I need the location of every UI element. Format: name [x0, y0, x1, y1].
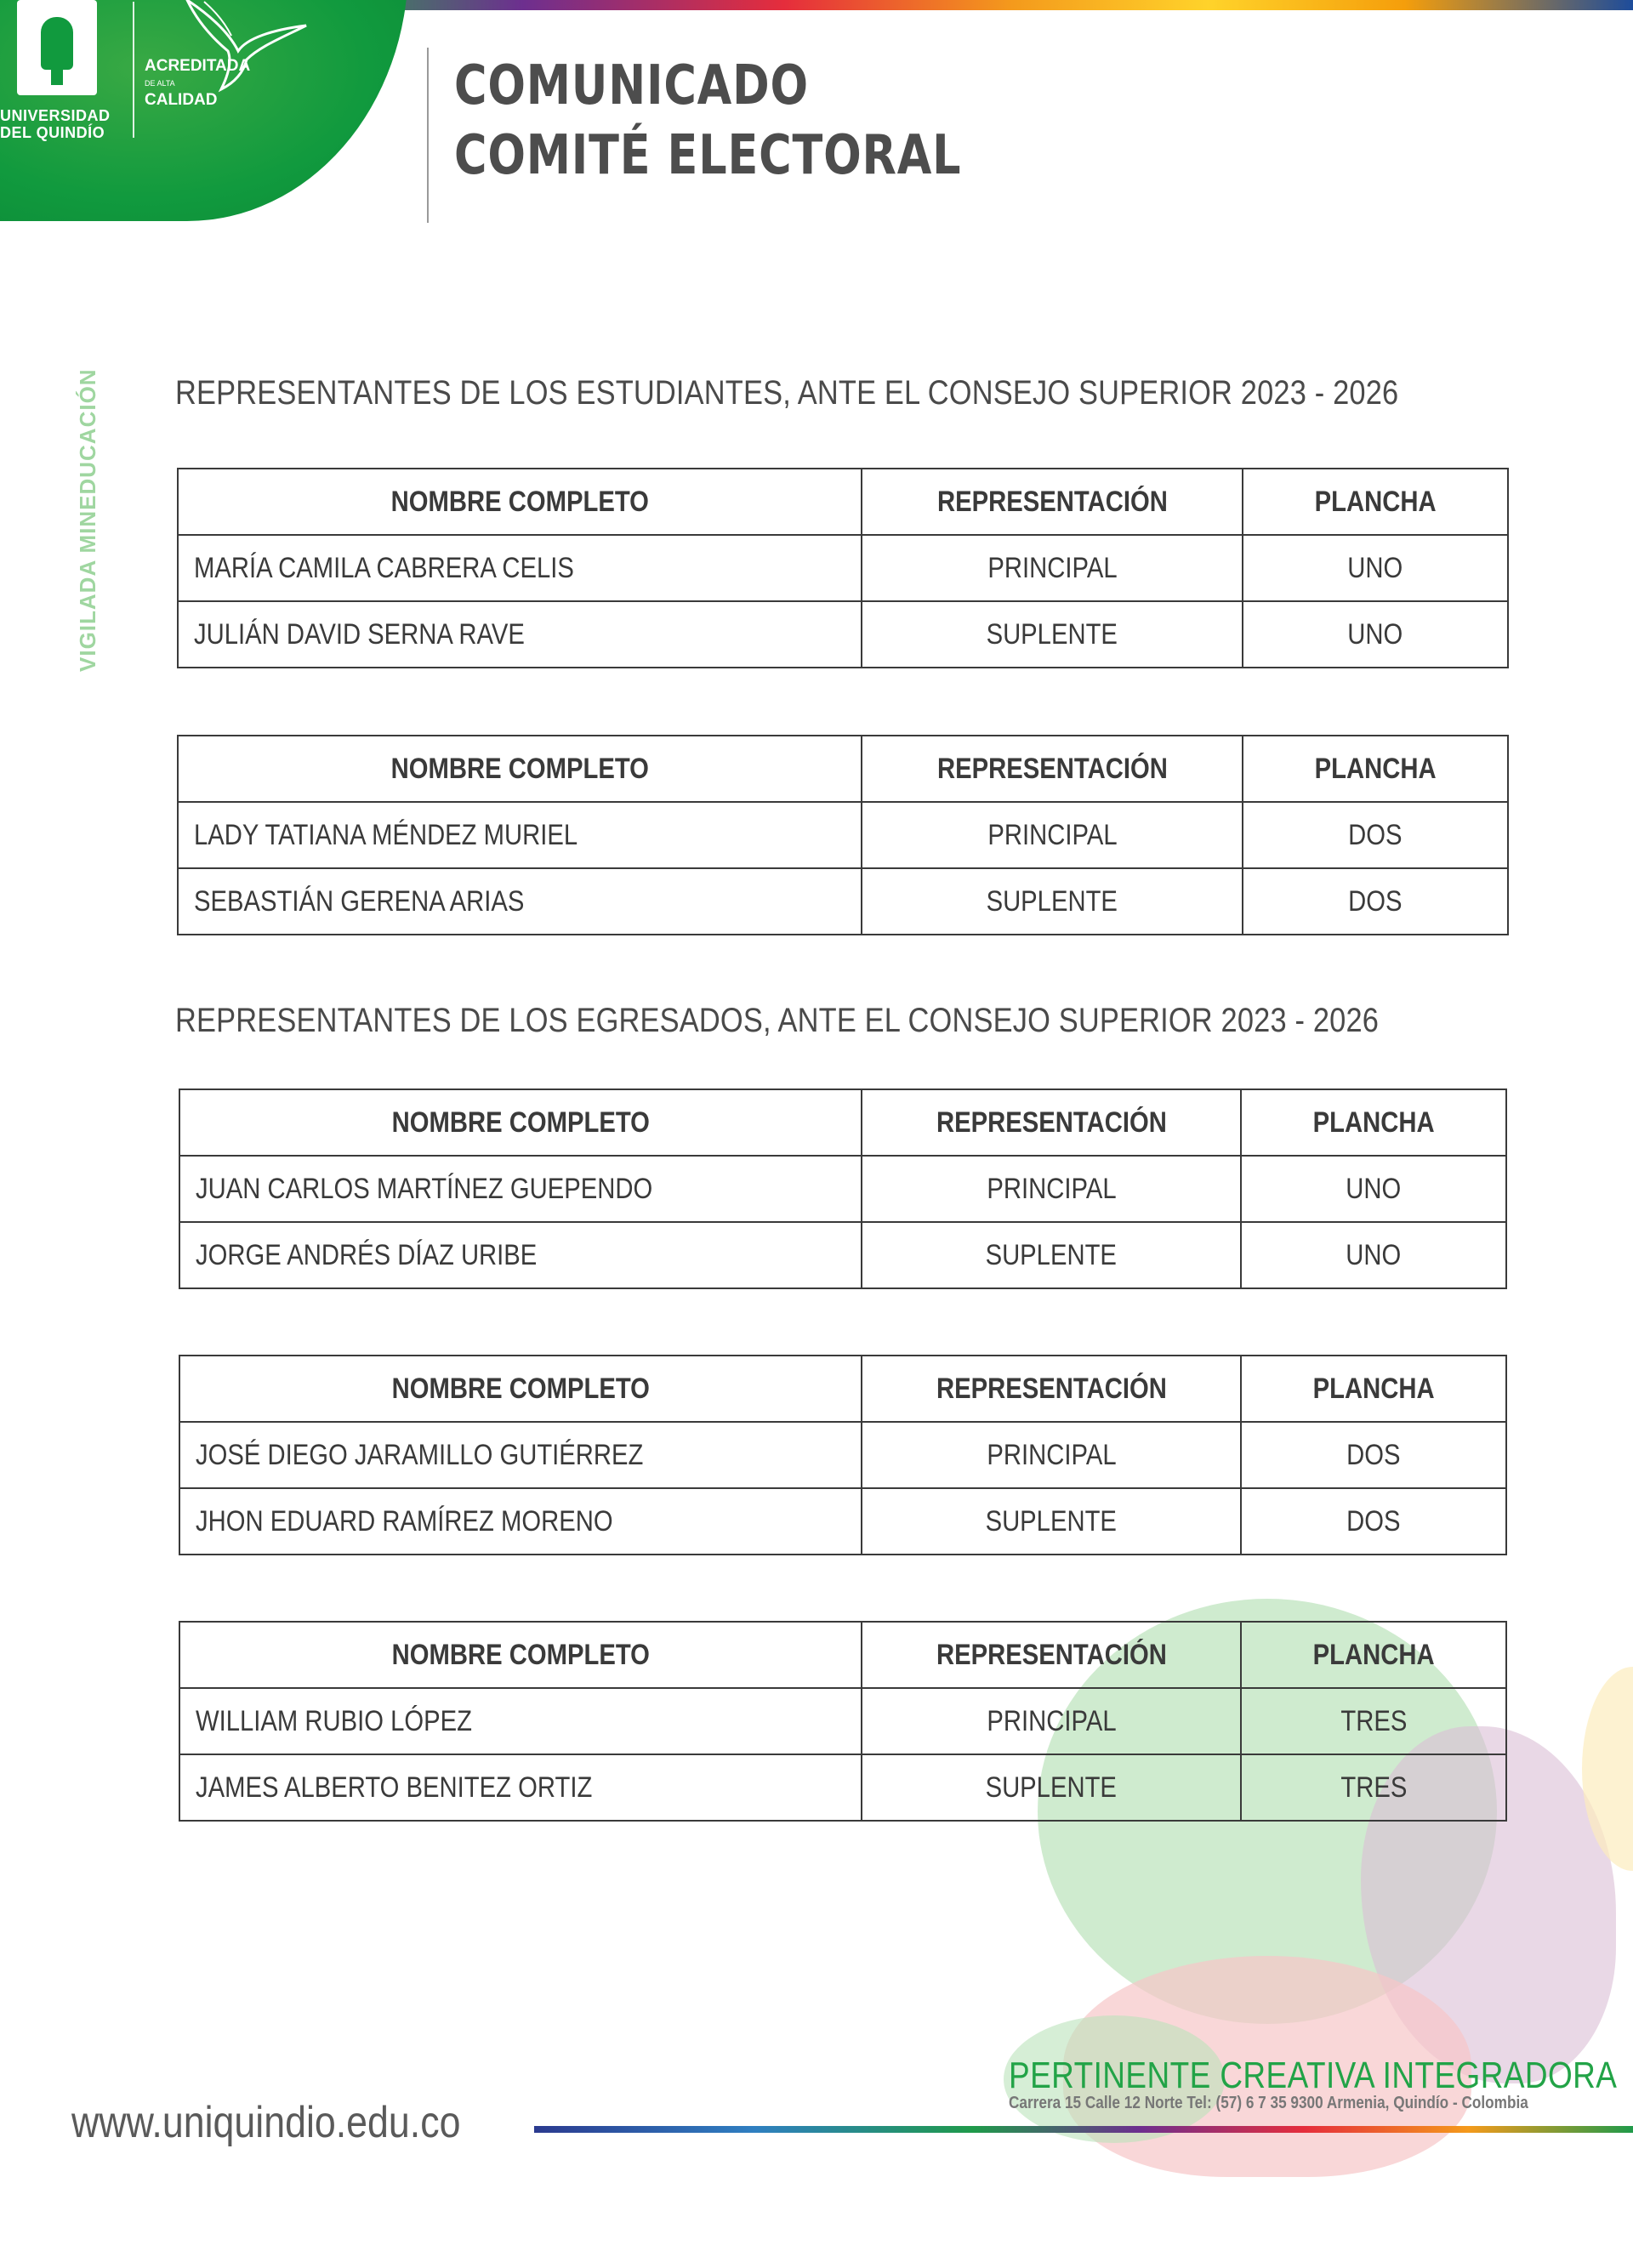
website-link[interactable]: www.uniquindio.edu.co	[71, 2098, 461, 2147]
results-table	[179, 1089, 1507, 1289]
university-name: UNIVERSIDAD DEL QUINDÍO	[0, 107, 111, 141]
column-header-representation: REPRESENTACIÓN	[862, 469, 1243, 535]
cell-name: WILLIAM RUBIO LÓPEZ	[179, 1688, 862, 1754]
table-row	[179, 1156, 1506, 1222]
cell-name: JORGE ANDRÉS DÍAZ URIBE	[179, 1222, 862, 1288]
column-header-plancha: PLANCHA	[1243, 736, 1508, 802]
cell-representation: PRINCIPAL	[862, 802, 1243, 868]
results-table	[179, 1355, 1507, 1555]
cell-name: JHON EDUARD RAMÍREZ MORENO	[179, 1488, 862, 1555]
cell-plancha: UNO	[1241, 1222, 1506, 1288]
table-header-row	[178, 736, 1508, 802]
contact-address: Carrera 15 Calle 12 Norte Tel: (57) 6 7 35 9300 Armenia, Quindío - Colombia	[1009, 2094, 1528, 2112]
cell-name: JOSÉ DIEGO JARAMILLO GUTIÉRREZ	[179, 1422, 862, 1488]
cell-representation: SUPLENTE	[862, 1488, 1241, 1555]
section-title-egresados: REPRESENTANTES DE LOS EGRESADOS, ANTE EL CONSEJO SUPERIOR 2023 - 2026	[175, 1002, 1380, 1039]
vigilada-label: VIGILADA MINEDUCACIÓN	[75, 368, 100, 672]
column-header-representation: REPRESENTACIÓN	[862, 1622, 1241, 1688]
cell-representation: PRINCIPAL	[862, 1422, 1241, 1488]
column-header-representation: REPRESENTACIÓN	[862, 1089, 1241, 1156]
cell-name: MARÍA CAMILA CABRERA CELIS	[178, 535, 862, 601]
column-header-name: NOMBRE COMPLETO	[178, 469, 862, 535]
table-row	[179, 1488, 1506, 1555]
cell-representation: SUPLENTE	[862, 1754, 1241, 1821]
table-row	[178, 535, 1508, 601]
column-header-plancha: PLANCHA	[1241, 1089, 1506, 1156]
column-header-representation: REPRESENTACIÓN	[862, 1356, 1241, 1422]
cell-plancha: UNO	[1243, 601, 1508, 668]
cell-plancha: DOS	[1241, 1422, 1506, 1488]
column-header-plancha: PLANCHA	[1241, 1356, 1506, 1422]
table-row	[179, 1422, 1506, 1488]
table-header-row	[179, 1089, 1506, 1156]
column-header-name: NOMBRE COMPLETO	[179, 1622, 862, 1688]
table-row	[179, 1688, 1506, 1754]
table-row	[178, 601, 1508, 668]
table-header-row	[179, 1356, 1506, 1422]
cell-representation: SUPLENTE	[862, 1222, 1241, 1288]
cell-name: JUAN CARLOS MARTÍNEZ GUEPENDO	[179, 1156, 862, 1222]
university-motto: PERTINENTE CREATIVA INTEGRADORA	[1009, 2055, 1618, 2096]
column-header-plancha: PLANCHA	[1241, 1622, 1506, 1688]
table-row	[179, 1754, 1506, 1821]
cell-name: JAMES ALBERTO BENITEZ ORTIZ	[179, 1754, 862, 1821]
cell-plancha: TRES	[1241, 1754, 1506, 1821]
cell-representation: PRINCIPAL	[862, 535, 1243, 601]
cell-plancha: UNO	[1241, 1156, 1506, 1222]
cell-representation: PRINCIPAL	[862, 1156, 1241, 1222]
results-table	[179, 1621, 1507, 1822]
results-table	[177, 735, 1509, 935]
table-row	[179, 1222, 1506, 1288]
column-header-representation: REPRESENTACIÓN	[862, 736, 1243, 802]
page-title: COMUNICADO COMITÉ ELECTORAL	[454, 54, 962, 187]
logo-divider	[133, 2, 134, 138]
section-title-estudiantes: REPRESENTANTES DE LOS ESTUDIANTES, ANTE EL CONSEJO SUPERIOR 2023 - 2026	[175, 374, 1399, 412]
column-header-name: NOMBRE COMPLETO	[179, 1089, 862, 1156]
table-row	[178, 868, 1508, 935]
cell-plancha: DOS	[1243, 802, 1508, 868]
header-divider	[427, 48, 429, 223]
table-header-row	[178, 469, 1508, 535]
table-header-row	[179, 1622, 1506, 1688]
results-table	[177, 468, 1509, 668]
column-header-plancha: PLANCHA	[1243, 469, 1508, 535]
accreditation-badge: ACREDITADA DE ALTA CALIDAD	[145, 57, 251, 109]
cell-name: LADY TATIANA MÉNDEZ MURIEL	[178, 802, 862, 868]
bottom-color-strip	[534, 2126, 1633, 2133]
cell-plancha: TRES	[1241, 1688, 1506, 1754]
cell-name: JULIÁN DAVID SERNA RAVE	[178, 601, 862, 668]
cell-plancha: UNO	[1243, 535, 1508, 601]
cell-name: SEBASTIÁN GERENA ARIAS	[178, 868, 862, 935]
column-header-name: NOMBRE COMPLETO	[179, 1356, 862, 1422]
cell-plancha: DOS	[1241, 1488, 1506, 1555]
table-row	[178, 802, 1508, 868]
cell-representation: SUPLENTE	[862, 868, 1243, 935]
column-header-name: NOMBRE COMPLETO	[178, 736, 862, 802]
university-logo-icon	[17, 0, 97, 95]
cell-representation: SUPLENTE	[862, 601, 1243, 668]
university-logo-block	[0, 0, 408, 221]
cell-representation: PRINCIPAL	[862, 1688, 1241, 1754]
cell-plancha: DOS	[1243, 868, 1508, 935]
